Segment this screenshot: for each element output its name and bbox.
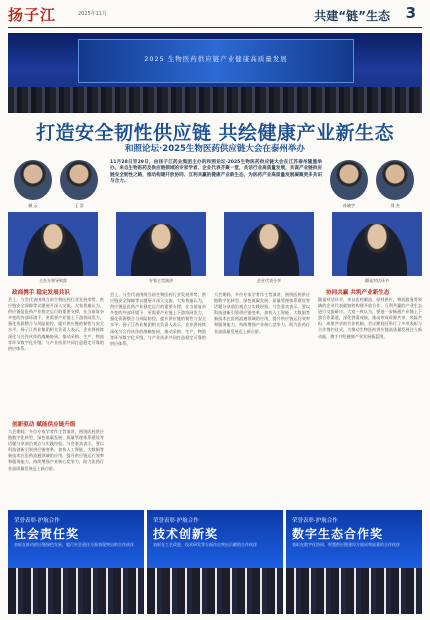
- article-body: 圆桌对话环节，来自医药制造、原料供应、物流服务等领域的企业代表就如何构建开放合作、互利共赢的产业生态进行交流研讨。大家一致认为，要进一步畅通产业链上下游合作渠道，深化供需对接，推动形成资源共享、风险共担、成果共享的合作机制。会议期间还举行了多项表彰与合作签约仪式，为推动生物医药供应链高质量发展注入新动能，携手共绘健康产业发展新蓝图。: [318, 297, 422, 339]
- award-banner: [147, 510, 283, 614]
- headline: 打造安全韧性供应链 共绘健康产业新生态: [35, 122, 395, 144]
- article-section-title: 创新驱动 赋能供应链升级: [12, 422, 76, 428]
- issue-date: 2025年11月: [78, 11, 108, 17]
- photo-caption: 圆桌对话环节: [365, 278, 389, 283]
- award-tag: 荣誉表彰·护航合作: [14, 518, 60, 524]
- event-photo: [332, 212, 422, 276]
- portrait-caption: 颜 云: [28, 203, 38, 208]
- speaker-portrait: [376, 160, 414, 200]
- portrait-caption: 王 浩: [74, 203, 84, 208]
- award-recipients: [147, 568, 283, 614]
- article-body-continued: 大会期间，多位专家学者作主旨演讲，围绕医药供应链数字化转型、绿色低碳发展、质量管理体系建设等话题分享前沿观点与实践经验。与会嘉宾表示，要以科技创新引领供应链变革，加快人工智能、大数据等新技术在医药流通领域的应用，提升供应链运行效率和服务能力，持续增强产业核心竞争力，助力医药行业高质量发展迈上新台阶。: [214, 292, 310, 334]
- event-photo: [116, 212, 206, 276]
- award-description: 表彰在工艺改进、技术研发等方面作出突出贡献的合作伙伴: [153, 542, 257, 547]
- award-tag: 荣誉表彰·护航合作: [292, 518, 338, 524]
- award-title: 社会责任奖: [14, 527, 80, 541]
- stage-screen: [78, 39, 354, 83]
- lead-paragraph: 11月28日至29日，由扬子江药业集团主办的和照论坛·2025生物医药供应链大会在江苏泰州隆重举办。来自生物医药及供应链领域的专家学者、企业代表齐聚一堂，共话行业高质量发展，共谋产业链供应链安全韧性之路，推动构建开放协同、互利共赢的健康产业新生态，为医药产业高质量发展凝聚更多共识与合力。: [110, 160, 322, 185]
- page-number: 3: [405, 4, 416, 22]
- newspaper-logo: 扬子江: [8, 6, 57, 24]
- article-section-title: 政商携手 稳定发展共识: [12, 290, 70, 296]
- award-tag: 荣誉表彰·护航合作: [153, 518, 199, 524]
- photo-caption: 企业代表分享: [257, 278, 281, 283]
- award-title: 数字生态合作奖: [292, 527, 384, 541]
- header-rule: [8, 27, 422, 28]
- audience: [8, 87, 422, 113]
- photo-caption: 主办方领导致辞: [39, 278, 67, 283]
- conference-photo: [8, 33, 422, 113]
- subheadline: 和照论坛·2025生物医药供应链大会在泰州举办: [125, 144, 305, 154]
- award-banners: [8, 510, 422, 614]
- award-recipients: [8, 568, 144, 614]
- award-description: 表彰在推动供应链绿色发展、履行社会责任方面表现突出的合作伙伴: [14, 542, 134, 547]
- award-title: 技术创新奖: [153, 527, 219, 541]
- portrait-caption: 刘 杰: [390, 203, 400, 208]
- stage-screen-text: 2025 生物医药供应链产业健康高质量发展: [144, 55, 288, 63]
- article-section-title: 协同共赢 共筑产业新生态: [326, 290, 390, 296]
- speaker-portrait: [60, 160, 98, 200]
- page-header: [0, 0, 430, 30]
- article-body-continued: 会上，与会代表围绕当前生物医药行业发展形势、供应链安全保障等议题展开深入交流。大家普遍认为，供应链是医药产业稳定运行的重要支撑，在当前复杂多变的外部环境下，更需要产业链上下游协同发力，强化资源整合与风险防控，提升供应链的韧性与安全水平。扬子江药业集团相关负责人表示，企业将持续深化与合作伙伴的战略协同，推动采购、生产、物流等环节数字化升级，与产业伙伴共同打造稳定可靠的供应体系。: [110, 292, 206, 346]
- section-title: 共建“链”生态: [314, 9, 390, 23]
- event-photo: [8, 212, 98, 276]
- article-body: 会上，与会代表围绕当前生物医药行业发展形势、供应链安全保障等议题展开深入交流。大家普遍认为，供应链是医药产业稳定运行的重要支撑，在当前复杂多变的外部环境下，更需要产业链上下游协同发力，强化资源整合与风险防控，提升供应链的韧性与安全水平。扬子江药业集团相关负责人表示，企业将持续深化与合作伙伴的战略协同，推动采购、生产、物流等环节数字化升级，与产业伙伴共同打造稳定可靠的供应体系。: [8, 297, 104, 351]
- portrait-caption: 孙晓宇: [343, 203, 355, 208]
- speaker-portrait: [330, 160, 368, 200]
- article-body: 大会期间，多位专家学者作主旨演讲，围绕医药供应链数字化转型、绿色低碳发展、质量管理体系建设等话题分享前沿观点与实践经验。与会嘉宾表示，要以科技创新引领供应链变革，加快人工智能、大数据等新技术在医药流通领域的应用，提升供应链运行效率和服务能力，持续增强产业核心竞争力，助力医药行业高质量发展迈上新台阶。: [8, 429, 104, 471]
- award-recipients: [286, 568, 422, 614]
- speaker-portrait: [14, 160, 52, 200]
- award-description: 表彰在数字化协同、智慧供应链建设方面成效显著的合作伙伴: [292, 542, 400, 547]
- award-banner: [8, 510, 144, 614]
- award-banner: [286, 510, 422, 614]
- event-photo: [224, 212, 314, 276]
- photo-caption: 专家主旨演讲: [149, 278, 173, 283]
